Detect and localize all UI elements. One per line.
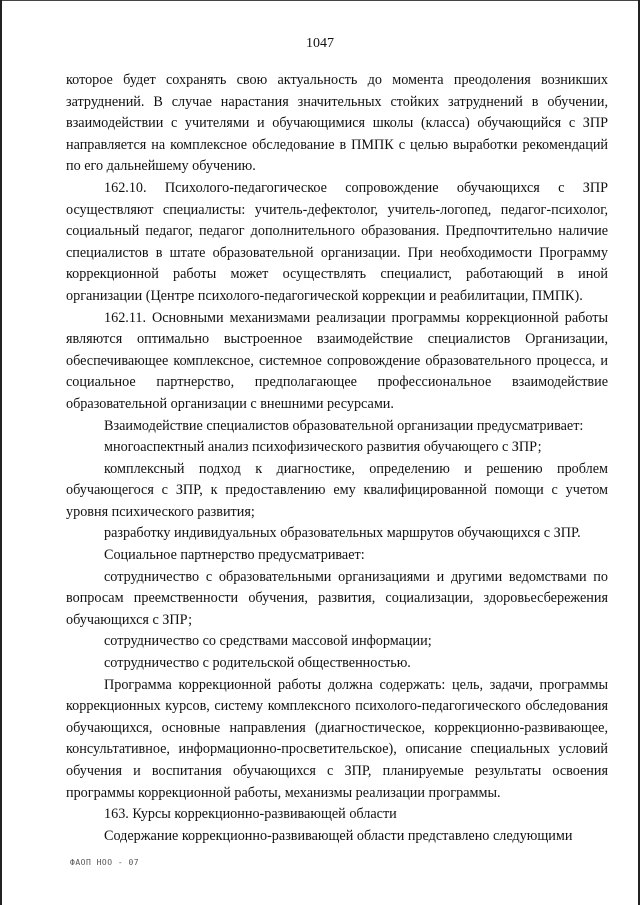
paragraph-continuation: которое будет сохранять свою актуальность до момента преодоления возникших затруднений. В случае нарастания значительных стойких затруднений в обучении, взаимодействии с учителями и обучающимися школы (класса) обучающийся с ЗПР направляется на комплексное обследование в ПМПК с целью выработки рекомендаций по его дальнейшему обучению. [66,72,608,175]
scan-edge-top [0,0,640,1]
paragraph-course-content: Содержание коррекционно-развивающей области представлено следующими [104,827,573,844]
document-body [66,70,608,847]
list-item: разработку индивидуальных образовательных маршрутов обучающихся с ЗПР. [104,525,581,542]
paragraph-162-11: 162.11. Основными механизмами реализации программы коррекционной работы являются оптимально выстроенное взаимодействие специалистов Организации, обеспечивающее комплексное, системное сопровождение образовательного процесса, и социальное партнерство, предполагающее профессиональное взаимодействие образовательной организации с внешними ресурсами. [66,309,608,412]
scan-edge-left [0,0,2,905]
list-item: многоаспектный анализ психофизического развития обучающего с ЗПР; [104,439,542,456]
paragraph-162-10: 162.10. Психолого-педагогическое сопровождение обучающихся с ЗПР осуществляют специалисты: учитель-дефектолог, учитель-логопед, педагог-психолог, социальный педагог, педагог дополнительного образования. Предпочтительно наличие специалистов в штате образовательной организации. При необходимости Программу коррекционной работы может осуществлять специалист, работающий в иной организации (Центре психолого-педагогической коррекции и реабилитации, ПМПК). [66,179,608,304]
paragraph-interaction-intro: Взаимодействие специалистов образовательной организации предусматривает: [104,417,584,434]
page-number: 1047 [306,36,334,51]
list-item: сотрудничество с образовательными организациями и другими ведомствами по вопросам преемственности обучения, развития, социализации, здоровьесбережения обучающихся с ЗПР; [66,568,608,628]
paragraph-partnership-intro: Социальное партнерство предусматривает: [104,547,365,564]
footer-document-code: ФАОП НОО - 07 [70,858,140,867]
paragraph-program-content: Программа коррекционной работы должна содержать: цель, задачи, программы коррекционных курсов, систему комплексного психолого-педагогического обследования обучающихся, основные направления (диагностическое, коррекционно-развивающее, консультативное, информационно-просветительское), описание специальных условий обучения и воспитания обучающихся с ЗПР, планируемые результаты освоения программы коррекционной работы, механизмы реализации программы. [66,676,608,801]
list-item: сотрудничество с родительской общественностью. [104,655,411,672]
list-item: комплексный подход к диагностике, определению и решению проблем обучающегося с ЗПР, к предоставлению ему квалифицированной помощи с учетом уровня психического развития; [66,460,608,520]
section-heading-163: 163. Курсы коррекционно-развивающей области [104,806,397,823]
list-item: сотрудничество со средствами массовой информации; [104,633,432,650]
